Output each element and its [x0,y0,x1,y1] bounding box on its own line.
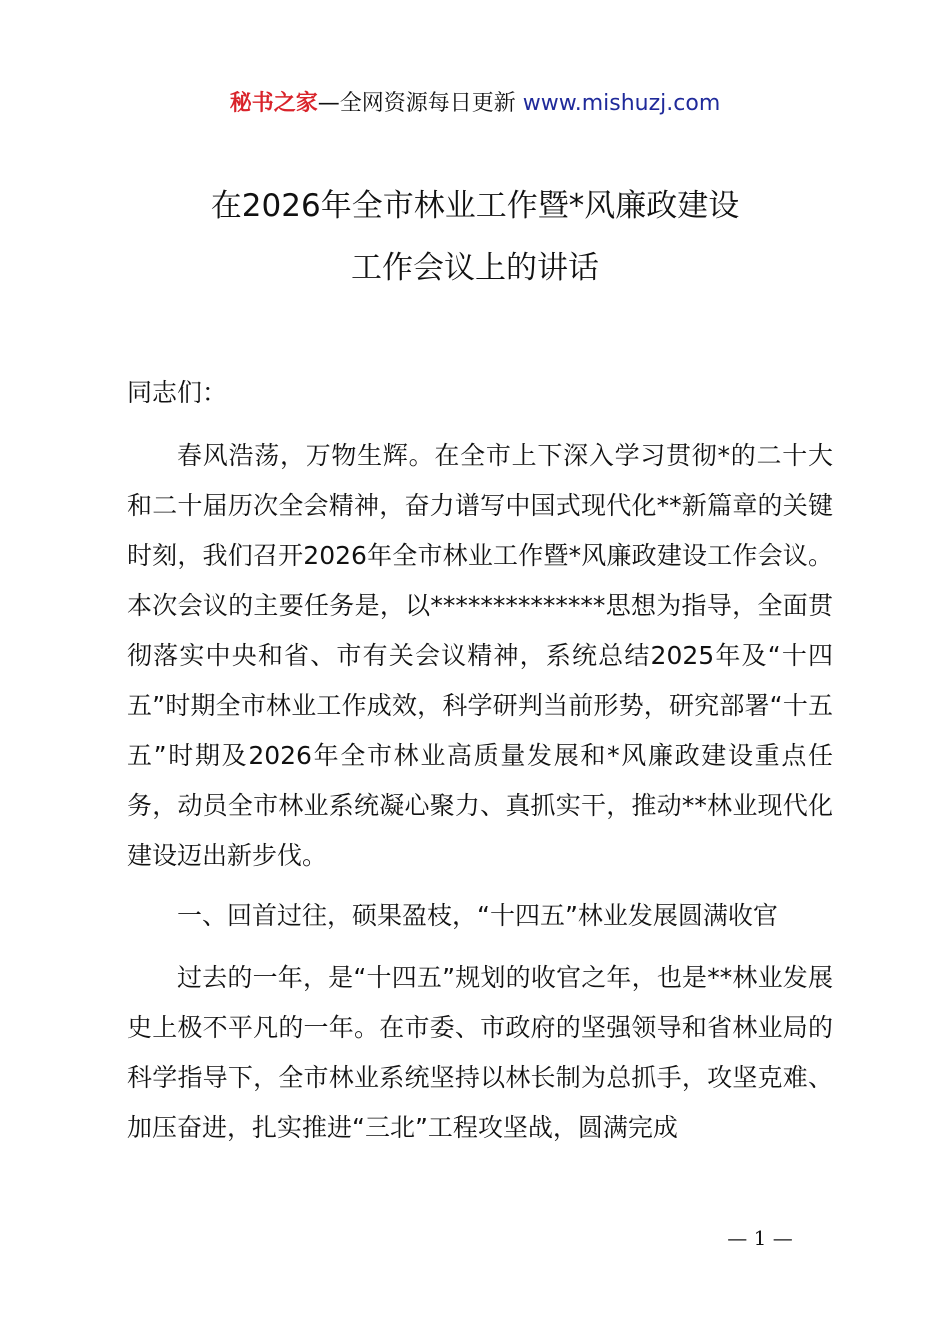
site-header [0,86,950,122]
brand-name: 秘书之家 [229,91,318,116]
document-title-line-1: 在2026年全市林业工作暨*风廉政建设 [210,188,740,224]
site-url-link[interactable]: www.mishuzj.com [522,91,721,116]
document-title-line-2: 工作会议上的讲话 [351,250,599,286]
salutation: 同志们： [127,378,228,407]
header-tagline: —全网资源每日更新 [317,91,516,116]
page-number: — 1 — [727,1226,793,1250]
paragraph-intro: 春风浩荡，万物生辉。在全市上下深入学习贯彻*的二十大和二十届历次全会精神，奋力谱写中国式现代化**新篇章的关键时刻，我们召开2026年全市林业工作暨*风廉政建设工作会议。本次会议的主要任务是，以**************思想为指导，全面贯彻落实中央和省、市有关会议精神，系统总结2025年及“十四五”时期全市林业工作成效，科学研判当前形势，研究部署“十五五”时期及2026年全市林业高质量发展和*风廉政建设重点任务，动员全市林业系统凝心聚力、真抓实干，推动**林业现代化建设迈出新步伐。 [127,441,833,870]
section-heading-1: 一、回首过往，硕果盈枝，“十四五”林业发展圆满收官 [177,901,778,930]
paragraph-review: 过去的一年，是“十四五”规划的收官之年，也是**林业发展史上极不平凡的一年。在市委、市政府的坚强领导和省林业局的科学指导下，全市林业系统坚持以林长制为总抓手，攻坚克难、加压奋进，扎实推进“三北”工程攻坚战，圆满完成 [127,963,833,1142]
